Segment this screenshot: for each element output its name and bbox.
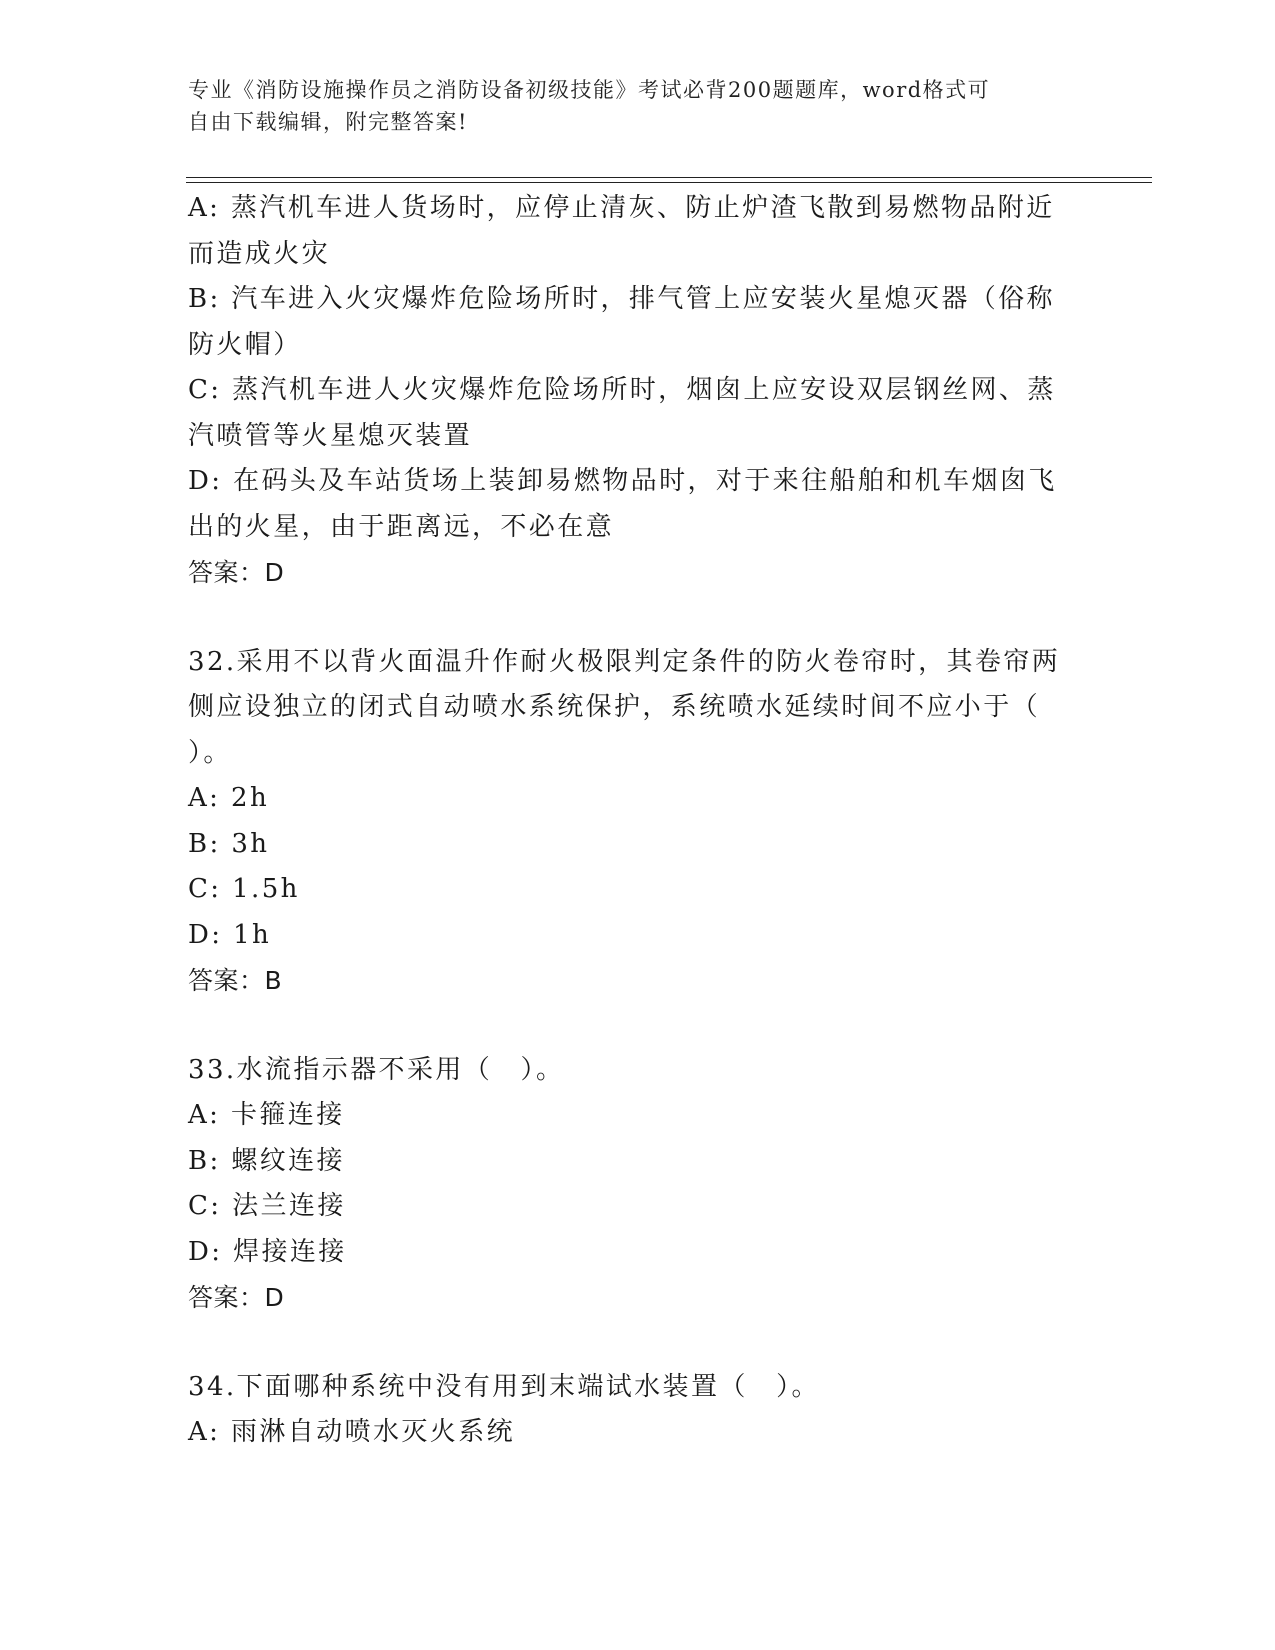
option-c: C: 法兰连接 [188, 1191, 346, 1221]
question-stem: 33.水流指示器不采用（ ）。 [188, 1054, 565, 1085]
option-c-line-1: C: 蒸汽机车进人火灾爆炸危险场所时，烟囱上应安设双层钢丝网、蒸 [188, 375, 1056, 405]
option-c: C: 1.5h [188, 874, 300, 904]
option-a: A: 2h [188, 783, 270, 813]
question-stem-line-2: 侧应设独立的闭式自动喷水系统保护，系统喷水延续时间不应小于（ [188, 692, 1041, 722]
spacer [188, 1004, 1068, 1048]
document-header [188, 74, 1068, 138]
option-b: B: 3h [188, 828, 270, 859]
header-rule-bottom [186, 182, 1152, 183]
option-d-line-1: D: 在码头及车站货场上装卸易燃物品时，对于来往船舶和机车烟囱飞 [188, 466, 1057, 496]
option-d: D: 焊接连接 [188, 1236, 347, 1267]
question-stem-line-3: ）。 [188, 737, 232, 768]
question-34 [188, 1365, 1068, 1456]
option-a-line-1: A: 蒸汽机车进人货场时，应停止清灰、防止炉渣飞散到易燃物品附近 [188, 193, 1055, 223]
question-33 [188, 1048, 1068, 1321]
option-a-line-2: 而造成火灾 [188, 238, 331, 269]
question-stem-line-1: 32.采用不以背火面温升作耐火极限判定条件的防火卷帘时，其卷帘两 [188, 646, 1061, 677]
header-line-1: 专业《消防设施操作员之消防设备初级技能》考试必背200题题库，word格式可 [188, 78, 991, 102]
option-c-line-2: 汽喷管等火星熄灭装置 [188, 420, 473, 451]
option-b-line-2: 防火帽） [188, 329, 302, 360]
question-stem: 34.下面哪种系统中没有用到末端试水装置（ ）。 [188, 1371, 820, 1402]
spacer [188, 596, 1068, 640]
option-b: B: 螺纹连接 [188, 1145, 345, 1176]
question-32 [188, 640, 1068, 1004]
question-list [188, 186, 1068, 1456]
answer: 答案：D [188, 1283, 285, 1312]
option-d: D: 1h [188, 919, 272, 950]
option-a: A: 雨淋自动喷水灭火系统 [188, 1417, 516, 1447]
header-line-2: 自由下载编辑，附完整答案! [188, 110, 468, 134]
header-rule-top [186, 177, 1152, 178]
spacer [188, 1321, 1068, 1365]
question-31-options [188, 186, 1068, 596]
option-b-line-1: B: 汽车进入火灾爆炸危险场所时，排气管上应安装火星熄灭器（俗称 [188, 284, 1055, 314]
option-d-line-2: 出的火星，由于距离远，不必在意 [188, 511, 615, 542]
answer: 答案：B [188, 966, 283, 995]
option-a: A: 卡箍连接 [188, 1100, 345, 1130]
answer: 答案：D [188, 558, 285, 587]
